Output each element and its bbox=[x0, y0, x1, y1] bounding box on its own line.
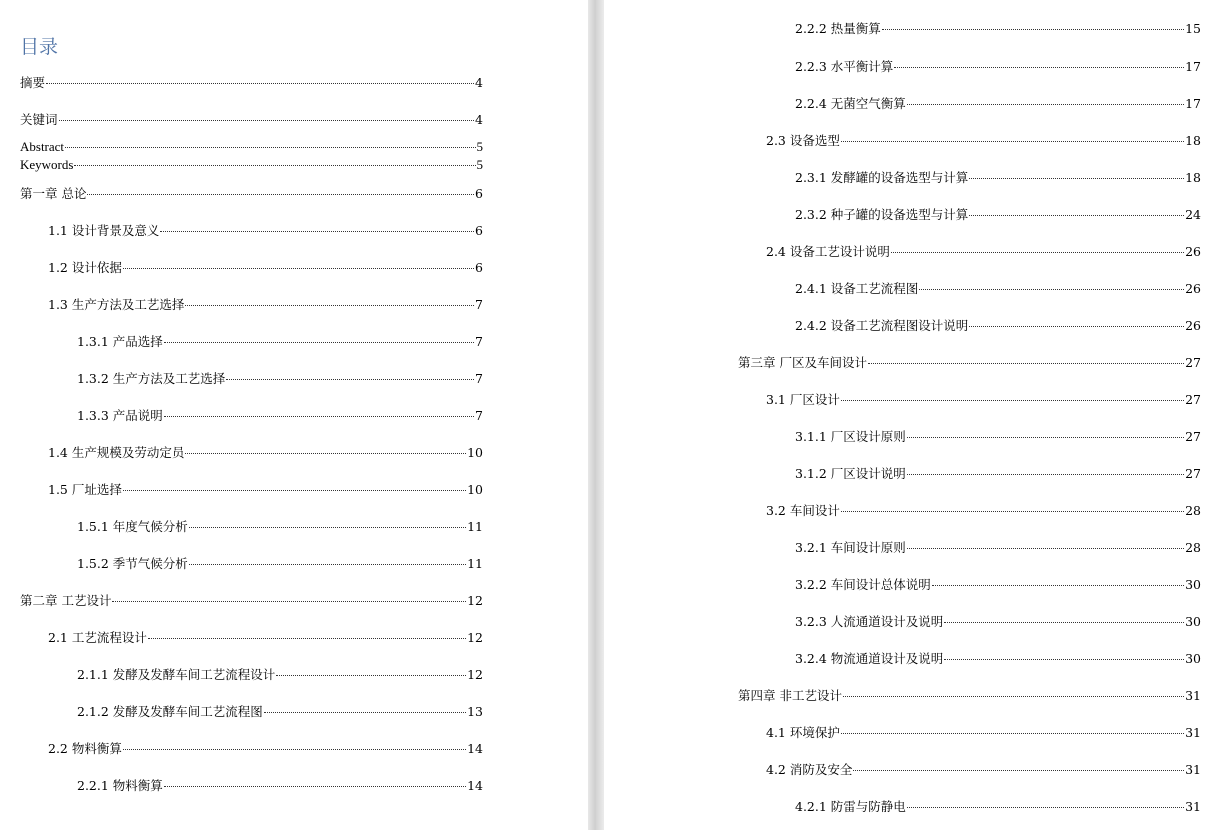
toc-leader-dots bbox=[87, 194, 474, 195]
toc-entry[interactable] bbox=[77, 519, 483, 535]
toc-leader-dots bbox=[112, 601, 466, 602]
toc-entry-text: 2.2.3 水平衡计算 bbox=[795, 59, 894, 74]
toc-entry-page: 10 bbox=[467, 482, 483, 497]
toc-leader-dots bbox=[276, 675, 466, 676]
toc-entry[interactable] bbox=[795, 207, 1201, 223]
toc-entry-page: 6 bbox=[475, 260, 483, 275]
toc-entry[interactable] bbox=[77, 371, 483, 387]
toc-entry[interactable] bbox=[795, 96, 1201, 112]
toc-leader-dots bbox=[164, 786, 466, 787]
toc-entry-page: 7 bbox=[475, 408, 483, 423]
toc-entry-page: 14 bbox=[467, 778, 483, 793]
toc-leader-dots bbox=[123, 490, 466, 491]
toc-leader-dots bbox=[841, 141, 1184, 142]
toc-leader-dots bbox=[919, 289, 1184, 290]
toc-entry[interactable] bbox=[766, 503, 1201, 519]
toc-entry-page: 28 bbox=[1185, 540, 1201, 555]
toc-entry-text: 1.5 厂址选择 bbox=[48, 482, 122, 497]
toc-leader-dots bbox=[969, 215, 1184, 216]
toc-entry-text: 摘要 bbox=[20, 75, 46, 90]
toc-entry-page: 27 bbox=[1185, 392, 1201, 407]
toc-leader-dots bbox=[891, 252, 1184, 253]
toc-entry-text: 3.1.1 厂区设计原则 bbox=[795, 429, 906, 444]
toc-entry-page: 10 bbox=[467, 445, 483, 460]
toc-leader-dots bbox=[185, 305, 474, 306]
toc-entry-page: 30 bbox=[1185, 614, 1201, 629]
toc-entry-page: 28 bbox=[1185, 503, 1201, 518]
toc-entry-text: 4.2.1 防雷与防静电 bbox=[795, 799, 906, 814]
toc-entry-text: 3.2 车间设计 bbox=[766, 503, 840, 518]
toc-entry[interactable] bbox=[77, 408, 483, 424]
toc-entry-page: 12 bbox=[467, 667, 483, 682]
toc-entry-page: 18 bbox=[1185, 170, 1201, 185]
toc-entry-page: 6 bbox=[475, 223, 483, 238]
toc-entry-text: 1.3.1 产品选择 bbox=[77, 334, 163, 349]
toc-leader-dots bbox=[969, 178, 1184, 179]
toc-leader-dots bbox=[164, 342, 474, 343]
toc-entry[interactable] bbox=[77, 556, 483, 572]
toc-entry-page: 7 bbox=[475, 371, 483, 386]
toc-entry-page: 11 bbox=[467, 556, 483, 571]
toc-entry[interactable] bbox=[766, 392, 1201, 408]
toc-leader-dots bbox=[944, 659, 1184, 660]
toc-entry[interactable] bbox=[795, 614, 1201, 630]
toc-leader-dots bbox=[894, 67, 1184, 68]
toc-entry-text: 2.3.2 种子罐的设备选型与计算 bbox=[795, 207, 969, 222]
toc-entry-text: 4.2 消防及安全 bbox=[766, 762, 853, 777]
toc-leader-dots bbox=[123, 749, 466, 750]
toc-entry-page: 27 bbox=[1185, 466, 1201, 481]
toc-entry-text: 3.2.2 车间设计总体说明 bbox=[795, 577, 931, 592]
toc-entry[interactable] bbox=[48, 223, 483, 239]
toc-leader-dots bbox=[185, 453, 466, 454]
toc-entry[interactable] bbox=[795, 651, 1201, 667]
toc-leader-dots bbox=[264, 712, 466, 713]
toc-entry-text: Keywords bbox=[20, 157, 74, 172]
toc-entry-page: 14 bbox=[467, 741, 483, 756]
toc-entry[interactable] bbox=[795, 170, 1201, 186]
toc-leader-dots bbox=[944, 622, 1184, 623]
toc-entry[interactable] bbox=[795, 466, 1201, 482]
toc-leader-dots bbox=[853, 770, 1184, 771]
document-page-right bbox=[604, 0, 1217, 830]
toc-entry-page: 5 bbox=[476, 139, 483, 154]
toc-entry-text: 1.3.2 生产方法及工艺选择 bbox=[77, 371, 226, 386]
toc-entry-page: 7 bbox=[475, 297, 483, 312]
toc-entry-page: 24 bbox=[1185, 207, 1201, 222]
toc-entry-text: 2.4.1 设备工艺流程图 bbox=[795, 281, 919, 296]
toc-entry-page: 11 bbox=[467, 519, 483, 534]
toc-entry-text: 1.2 设计依据 bbox=[48, 260, 122, 275]
toc-entry-page: 31 bbox=[1185, 799, 1201, 814]
toc-leader-dots bbox=[907, 548, 1184, 549]
toc-entry-text: 2.2.4 无菌空气衡算 bbox=[795, 96, 906, 111]
toc-entry-page: 12 bbox=[467, 630, 483, 645]
toc-leader-dots bbox=[843, 696, 1184, 697]
toc-entry-text: 1.5.1 年度气候分析 bbox=[77, 519, 188, 534]
toc-entry-page: 31 bbox=[1185, 725, 1201, 740]
toc-entry-page: 26 bbox=[1185, 244, 1201, 259]
toc-entry[interactable] bbox=[795, 59, 1201, 75]
page-gap bbox=[588, 0, 604, 830]
toc-entry-text: 2.2.2 热量衡算 bbox=[795, 21, 881, 36]
toc-entry[interactable] bbox=[795, 281, 1201, 297]
toc-entry[interactable] bbox=[48, 297, 483, 313]
toc-entry-page: 6 bbox=[475, 186, 483, 201]
toc-entry-text: 1.3 生产方法及工艺选择 bbox=[48, 297, 185, 312]
toc-leader-dots bbox=[189, 527, 466, 528]
toc-title: 目录 bbox=[20, 36, 59, 58]
toc-entry[interactable] bbox=[48, 482, 483, 498]
toc-entry-text: 2.1.2 发酵及发酵车间工艺流程图 bbox=[77, 704, 263, 719]
toc-leader-dots bbox=[841, 511, 1184, 512]
toc-leader-dots bbox=[148, 638, 466, 639]
toc-entry[interactable] bbox=[20, 593, 483, 609]
toc-entry-text: 第四章 非工艺设计 bbox=[738, 688, 842, 703]
toc-entry-page: 27 bbox=[1185, 429, 1201, 444]
toc-entry-page: 4 bbox=[475, 75, 483, 90]
toc-entry-page: 12 bbox=[467, 593, 483, 608]
toc-entry-page: 18 bbox=[1185, 133, 1201, 148]
toc-leader-dots bbox=[868, 363, 1184, 364]
toc-entry-page: 13 bbox=[467, 704, 483, 719]
toc-entry-page: 17 bbox=[1185, 59, 1201, 74]
toc-entry[interactable] bbox=[738, 355, 1201, 371]
toc-entry[interactable] bbox=[766, 133, 1201, 149]
toc-entry[interactable] bbox=[20, 157, 483, 173]
toc-entry-page: 15 bbox=[1185, 21, 1201, 36]
toc-leader-dots bbox=[74, 165, 475, 166]
toc-entry[interactable] bbox=[795, 799, 1201, 815]
toc-entry[interactable] bbox=[20, 186, 483, 202]
toc-entry-page: 26 bbox=[1185, 281, 1201, 296]
toc-leader-dots bbox=[907, 104, 1184, 105]
toc-entry[interactable] bbox=[48, 260, 483, 276]
toc-entry-text: 2.3.1 发酵罐的设备选型与计算 bbox=[795, 170, 969, 185]
toc-entry-text: 1.4 生产规模及劳动定员 bbox=[48, 445, 185, 460]
toc-entry[interactable] bbox=[795, 577, 1201, 593]
toc-leader-dots bbox=[882, 29, 1184, 30]
toc-entry[interactable] bbox=[77, 778, 483, 794]
toc-entry[interactable] bbox=[20, 75, 483, 91]
toc-entry-text: 3.1.2 厂区设计说明 bbox=[795, 466, 906, 481]
toc-entry-text: 1.1 设计背景及意义 bbox=[48, 223, 160, 238]
toc-entry-page: 31 bbox=[1185, 688, 1201, 703]
toc-entry[interactable] bbox=[766, 244, 1201, 260]
toc-entry-text: 2.4 设备工艺设计说明 bbox=[766, 244, 890, 259]
toc-entry-text: 2.2.1 物料衡算 bbox=[77, 778, 163, 793]
toc-entry-text: 3.2.1 车间设计原则 bbox=[795, 540, 906, 555]
toc-entry[interactable] bbox=[766, 725, 1201, 741]
toc-entry-text: 4.1 环境保护 bbox=[766, 725, 840, 740]
toc-leader-dots bbox=[907, 437, 1184, 438]
toc-entry-text: 第二章 工艺设计 bbox=[20, 593, 112, 608]
toc-entry-text: 3.2.4 物流通道设计及说明 bbox=[795, 651, 944, 666]
toc-entry-page: 30 bbox=[1185, 577, 1201, 592]
toc-entry-page: 26 bbox=[1185, 318, 1201, 333]
toc-entry-text: 2.2 物料衡算 bbox=[48, 741, 122, 756]
toc-entry-page: 4 bbox=[475, 112, 483, 127]
toc-entry-page: 7 bbox=[475, 334, 483, 349]
toc-entry-text: 第三章 厂区及车间设计 bbox=[738, 355, 867, 370]
toc-entry[interactable] bbox=[77, 334, 483, 350]
toc-entry[interactable] bbox=[795, 21, 1201, 37]
toc-entry[interactable] bbox=[48, 630, 483, 646]
toc-entry-text: 2.3 设备选型 bbox=[766, 133, 840, 148]
toc-leader-dots bbox=[907, 474, 1184, 475]
toc-entry[interactable] bbox=[20, 112, 483, 128]
toc-entry-text: 2.1 工艺流程设计 bbox=[48, 630, 147, 645]
toc-entry[interactable] bbox=[20, 139, 483, 155]
toc-leader-dots bbox=[123, 268, 474, 269]
toc-entry-text: 3.2.3 人流通道设计及说明 bbox=[795, 614, 944, 629]
toc-entry-page: 27 bbox=[1185, 355, 1201, 370]
toc-entry-text: 关键词 bbox=[20, 112, 58, 127]
toc-entry-page: 31 bbox=[1185, 762, 1201, 777]
toc-leader-dots bbox=[969, 326, 1184, 327]
toc-entry[interactable] bbox=[766, 762, 1201, 778]
toc-leader-dots bbox=[226, 379, 474, 380]
toc-leader-dots bbox=[65, 147, 475, 148]
toc-leader-dots bbox=[907, 807, 1184, 808]
toc-leader-dots bbox=[164, 416, 474, 417]
toc-entry-text: 3.1 厂区设计 bbox=[766, 392, 840, 407]
toc-leader-dots bbox=[160, 231, 474, 232]
toc-entry-page: 30 bbox=[1185, 651, 1201, 666]
toc-leader-dots bbox=[59, 120, 475, 121]
toc-leader-dots bbox=[46, 83, 474, 84]
toc-entry[interactable] bbox=[77, 704, 483, 720]
toc-entry[interactable] bbox=[795, 540, 1201, 556]
toc-entry[interactable] bbox=[48, 741, 483, 757]
toc-entry-text: 1.5.2 季节气候分析 bbox=[77, 556, 188, 571]
toc-leader-dots bbox=[841, 733, 1184, 734]
toc-entry-text: 第一章 总论 bbox=[20, 186, 87, 201]
toc-entry-page: 5 bbox=[476, 157, 483, 172]
toc-leader-dots bbox=[932, 585, 1184, 586]
toc-entry-text: 2.4.2 设备工艺流程图设计说明 bbox=[795, 318, 969, 333]
toc-entry-text: 2.1.1 发酵及发酵车间工艺流程设计 bbox=[77, 667, 276, 682]
toc-entry[interactable] bbox=[795, 318, 1201, 334]
toc-entry[interactable] bbox=[48, 445, 483, 461]
toc-entry-page: 17 bbox=[1185, 96, 1201, 111]
toc-entry-text: 1.3.3 产品说明 bbox=[77, 408, 163, 423]
toc-entry[interactable] bbox=[738, 688, 1201, 704]
toc-leader-dots bbox=[189, 564, 466, 565]
toc-leader-dots bbox=[841, 400, 1184, 401]
toc-entry[interactable] bbox=[77, 667, 483, 683]
toc-entry[interactable] bbox=[795, 429, 1201, 445]
document-page-left bbox=[0, 0, 588, 830]
toc-entry-text: Abstract bbox=[20, 139, 65, 154]
